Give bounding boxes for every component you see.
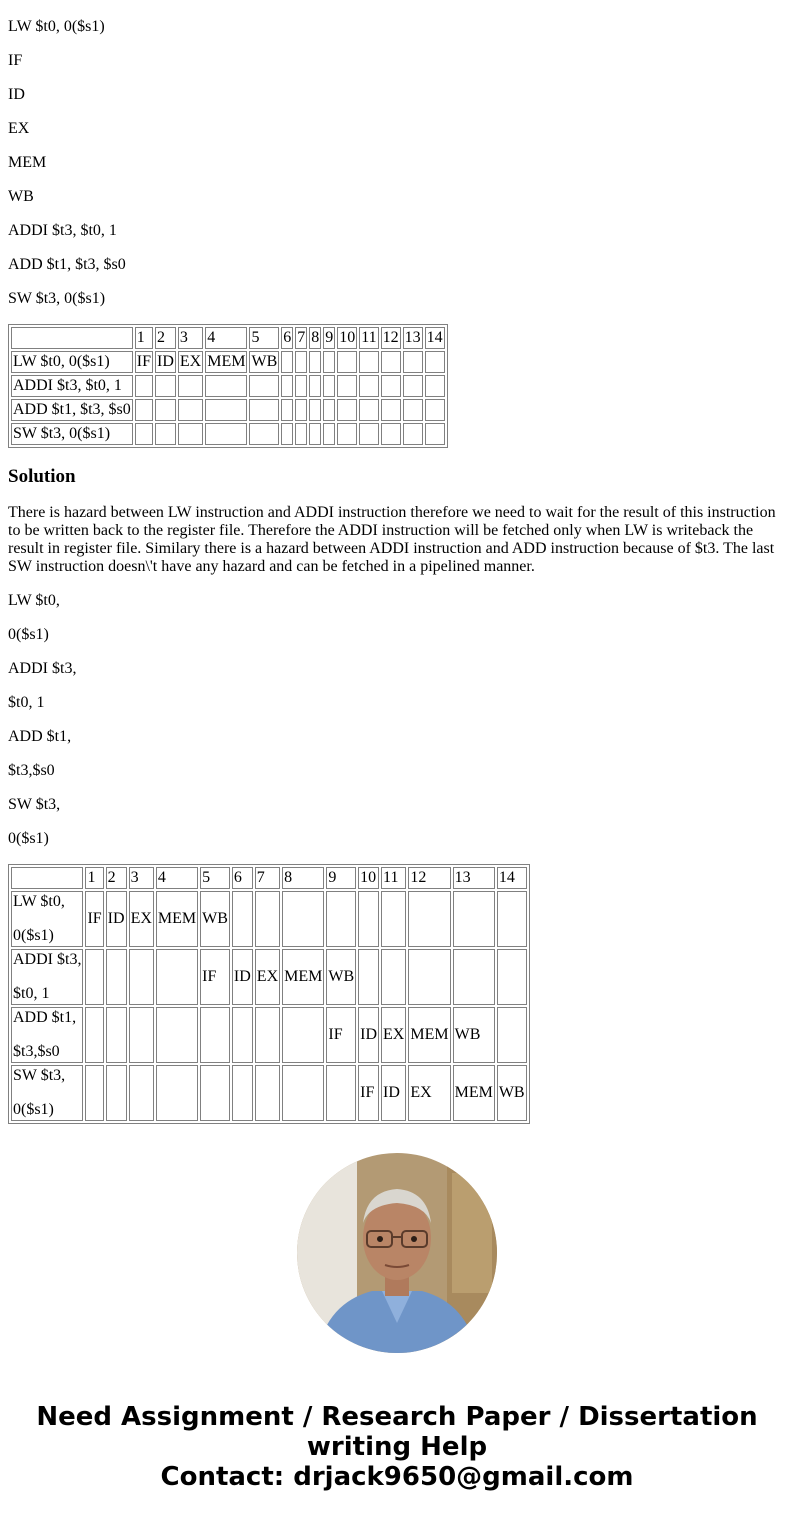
stage-cell [309,375,321,397]
solution-heading: Solution [8,466,76,487]
stage-cell [155,399,176,421]
stage-cell [156,1065,198,1121]
stage-cell [205,399,247,421]
stage-cell [232,1007,253,1063]
table-row [11,423,445,445]
stage-cell: WB [497,1065,527,1121]
stage-cell [359,351,378,373]
stage-cell: WB [200,891,230,947]
solution-line: $t0, 1 [8,694,45,711]
stage-cell [381,399,401,421]
table-row [11,375,445,397]
stage-cell [232,891,253,947]
column-header: 2 [106,867,127,889]
stage-cell [155,423,176,445]
column-header: 6 [232,867,253,889]
text-line: WB [8,188,34,205]
stage-cell [249,399,279,421]
solution-line: SW $t3, [8,796,61,813]
text-line: IF [8,52,23,69]
column-header: 10 [337,327,357,349]
instruction-label: ADD $t1, $t3, $s0 [11,399,133,421]
stage-cell: WB [249,351,279,373]
stage-cell [497,949,527,1005]
instruction-label: SW $t3, 0($s1) [11,1065,83,1121]
stage-cell [359,399,378,421]
stage-cell [323,351,335,373]
table-header-row [11,327,445,349]
stage-cell: ID [232,949,253,1005]
column-header: 8 [309,327,321,349]
stage-cell [381,375,401,397]
stage-cell [155,375,176,397]
table-row [11,399,445,421]
stage-cell [358,949,379,1005]
column-header: 7 [255,867,280,889]
solution-line: LW $t0, [8,592,60,609]
solution-line: $t3,$s0 [8,762,55,779]
column-header: 13 [403,327,423,349]
stage-cell [337,399,357,421]
stage-cell [249,375,279,397]
instruction-label: ADDI $t3, $t0, 1 [11,375,133,397]
stage-cell [408,891,450,947]
stage-cell [381,423,401,445]
stage-cell [249,423,279,445]
stage-cell: ID [358,1007,379,1063]
stage-cell [295,351,307,373]
stage-cell [425,375,445,397]
column-header: 14 [425,327,445,349]
contact-banner [0,1402,794,1492]
stage-cell [323,375,335,397]
stage-cell [381,891,406,947]
author-photo [297,1153,497,1353]
stage-cell [178,423,203,445]
text-line [8,0,786,2]
text-line: ADD $t1, $t3, $s0 [8,256,126,273]
column-header: 5 [200,867,230,889]
document-body [8,0,786,1124]
stage-cell: MEM [282,949,324,1005]
stage-cell [255,891,280,947]
stage-cell [425,423,445,445]
stage-cell [295,375,307,397]
stage-cell: EX [129,891,154,947]
solution-line: 0($s1) [8,830,49,847]
column-header: 9 [323,327,335,349]
stage-cell [106,1007,127,1063]
column-header: 4 [156,867,198,889]
stage-cell [403,399,423,421]
stage-cell [156,1007,198,1063]
table-row [11,1007,527,1063]
table-row [11,351,445,373]
stage-cell: MEM [408,1007,450,1063]
column-header: 9 [326,867,356,889]
column-header: 3 [129,867,154,889]
table-row [11,891,527,947]
column-header: 3 [178,327,203,349]
column-header: 12 [408,867,450,889]
column-header [11,327,133,349]
stage-cell [323,399,335,421]
stage-cell [205,423,247,445]
column-header: 7 [295,327,307,349]
stage-cell [381,949,406,1005]
stage-cell [156,949,198,1005]
stage-cell [453,891,495,947]
banner-contact: Contact: drjack9650@gmail.com [160,1462,634,1492]
stage-cell [281,423,293,445]
stage-cell: IF [358,1065,379,1121]
column-header: 6 [281,327,293,349]
stage-cell: MEM [205,351,247,373]
table-row [11,949,527,1005]
table-header-row [11,867,527,889]
solution-line: 0($s1) [8,626,49,643]
stage-cell [497,1007,527,1063]
solution-paragraph: There is hazard between LW instruction and ADDI instruction therefore we need to wait for the result of this instruction to be written back to the register file. Therefore the ADDI instruction will be fetched only when LW is writeback the result in register file. Similary there is a hazard between ADDI instruction and ADD instruction because of $t3. The last SW instruction doesn\'t have any hazard and can be fetched in a pipelined manner. [8,504,776,575]
stage-cell: ID [155,351,176,373]
stage-cell: IF [85,891,103,947]
stage-cell: ID [106,891,127,947]
column-header: 11 [359,327,378,349]
stage-cell: MEM [156,891,198,947]
text-line: ID [8,86,25,103]
stage-cell: IF [326,1007,356,1063]
stage-cell [135,423,153,445]
stage-cell [129,1065,154,1121]
banner-line: writing Help [306,1432,488,1462]
stage-cell [309,351,321,373]
stage-cell [403,351,423,373]
stage-cell [309,423,321,445]
table-row [11,1065,527,1121]
stage-cell [106,949,127,1005]
stage-cell [337,375,357,397]
instruction-label: LW $t0, 0($s1) [11,351,133,373]
stage-cell: EX [178,351,203,373]
stage-cell: ID [381,1065,406,1121]
stage-cell [200,1065,230,1121]
column-header [11,867,83,889]
instruction-label: ADDI $t3, $t0, 1 [11,949,83,1005]
stage-cell [309,399,321,421]
column-header: 1 [85,867,103,889]
stage-cell [326,1065,356,1121]
stage-cell: EX [408,1065,450,1121]
text-line: MEM [8,154,47,171]
stage-cell [106,1065,127,1121]
stage-cell [295,399,307,421]
solution-line: ADDI $t3, [8,660,77,677]
stage-cell [200,1007,230,1063]
stage-cell [425,351,445,373]
text-line: LW $t0, 0($s1) [8,18,105,35]
column-header: 13 [453,867,495,889]
column-header: 4 [205,327,247,349]
stage-cell [337,423,357,445]
stage-cell [282,1065,324,1121]
column-header: 1 [135,327,153,349]
stage-cell [282,1007,324,1063]
stage-cell: IF [200,949,230,1005]
stage-cell: IF [135,351,153,373]
stage-cell [425,399,445,421]
stage-cell [359,375,378,397]
column-header: 10 [358,867,379,889]
stage-cell [232,1065,253,1121]
stage-cell [326,891,356,947]
stage-cell [358,891,379,947]
column-header: 2 [155,327,176,349]
stage-cell [135,399,153,421]
instruction-label: LW $t0, 0($s1) [11,891,83,947]
text-line: EX [8,120,30,137]
stage-cell [85,1065,103,1121]
column-header: 11 [381,867,406,889]
stage-cell [337,351,357,373]
column-header: 12 [381,327,401,349]
stage-cell [381,351,401,373]
text-line: ADDI $t3, $t0, 1 [8,222,117,239]
stage-cell [129,949,154,1005]
stage-cell [255,1007,280,1063]
stage-cell [178,375,203,397]
stage-cell [205,375,247,397]
column-header: 5 [249,327,279,349]
stage-cell [135,375,153,397]
stage-cell [282,891,324,947]
stage-cell [178,399,203,421]
stage-cell [323,423,335,445]
text-line: SW $t3, 0($s1) [8,290,106,307]
stage-cell [85,949,103,1005]
stage-cell [403,423,423,445]
person-portrait-icon [297,1153,497,1353]
pipeline-table-question [8,324,448,448]
stage-cell: MEM [453,1065,495,1121]
banner-line: Need Assignment / Research Paper / Dissertation [36,1402,758,1432]
stage-cell [281,375,293,397]
stage-cell [255,1065,280,1121]
stage-cell [453,949,495,1005]
stage-cell: WB [326,949,356,1005]
stage-cell [408,949,450,1005]
stage-cell: EX [381,1007,406,1063]
instruction-label: SW $t3, 0($s1) [11,423,133,445]
column-header: 14 [497,867,527,889]
solution-line: ADD $t1, [8,728,72,745]
stage-cell [85,1007,103,1063]
pipeline-table-solution [8,864,530,1124]
stage-cell [281,399,293,421]
stage-cell: EX [255,949,280,1005]
stage-cell [129,1007,154,1063]
instruction-label: ADD $t1, $t3,$s0 [11,1007,83,1063]
stage-cell [497,891,527,947]
stage-cell [403,375,423,397]
column-header: 8 [282,867,324,889]
stage-cell [295,423,307,445]
stage-cell [359,423,378,445]
stage-cell: WB [453,1007,495,1063]
stage-cell [281,351,293,373]
